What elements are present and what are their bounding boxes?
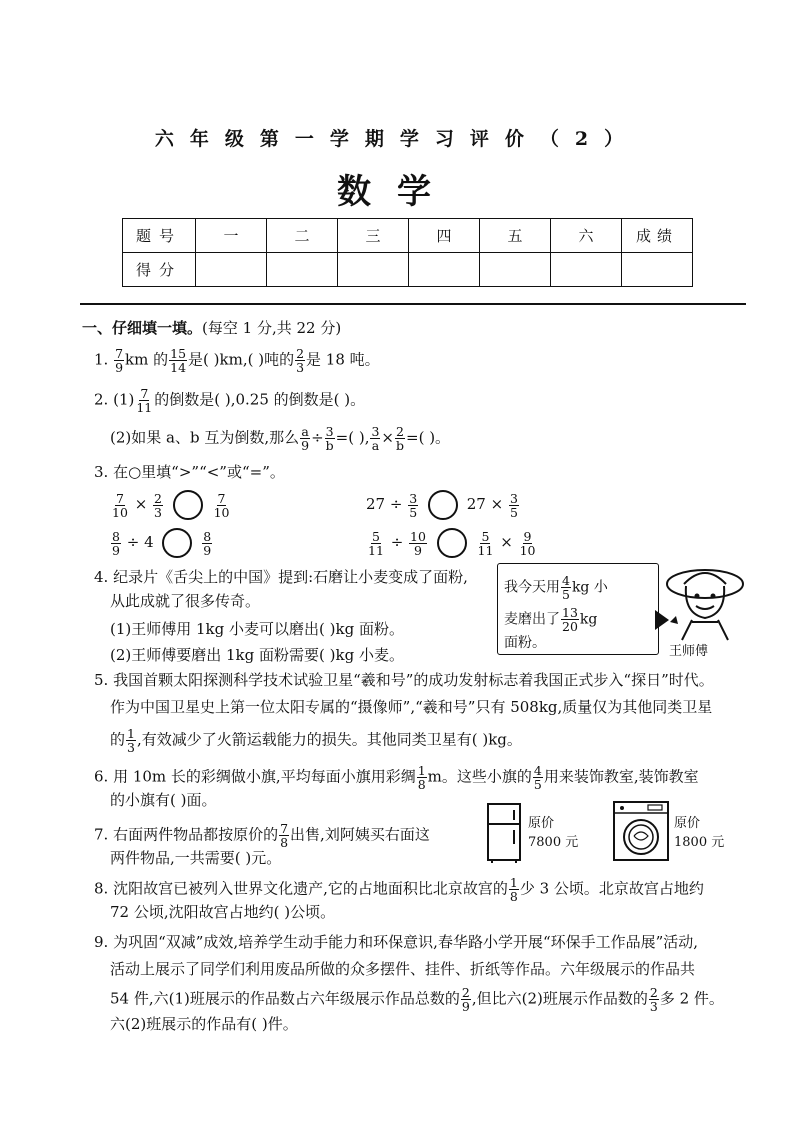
washer-price: 1800 元 bbox=[674, 835, 725, 850]
score-cell: 题号 bbox=[123, 219, 196, 253]
question-5-line-3: 的 $\frac{1}{3}$ ,有效减少了火箭运载能力的损失。其他同类卫星有( )kg。 bbox=[110, 726, 522, 755]
question-9-line-4: 六(2)班展示的作品有( )件。 bbox=[110, 1015, 298, 1033]
character-name: 王师傅 bbox=[669, 644, 709, 659]
wang-shifu-cartoon-icon bbox=[662, 562, 748, 642]
score-input-cell[interactable] bbox=[338, 253, 409, 287]
operator: × bbox=[381, 428, 394, 447]
question-text: 的倒数是( ),0.25 的倒数是( )。 bbox=[154, 390, 366, 409]
score-cell: 六 bbox=[551, 219, 622, 253]
fraction: $\frac{a}{9}$ bbox=[301, 424, 310, 453]
question-text: (1) bbox=[113, 390, 135, 409]
score-cell: 四 bbox=[409, 219, 480, 253]
score-input-cell[interactable] bbox=[551, 253, 622, 287]
score-cell: 得分 bbox=[123, 253, 196, 287]
score-input-cell[interactable] bbox=[480, 253, 551, 287]
question-8-line-1: 8. 沈阳故宫已被列入世界文化遗产,它的占地面积比北京故宫的 $\frac{1}{8}$ 少 3 公顷。北京故宫占地约 bbox=[94, 875, 704, 904]
page-title: 六年级第一学期学习评价（2） bbox=[154, 128, 640, 150]
answer-circle[interactable] bbox=[428, 490, 458, 520]
question-2-part-1 bbox=[94, 387, 365, 414]
score-cell: 一 bbox=[196, 219, 267, 253]
question-4-line-1: 4. 纪录片《舌尖上的中国》提到:石磨让小麦变成了面粉, bbox=[94, 568, 468, 586]
section-title: 一、仔细填一填。 bbox=[82, 319, 203, 337]
answer-circle[interactable] bbox=[437, 528, 467, 558]
compare-expression-3: $\frac{8}{9}$ ÷ 4 $\frac{8}{9}$ bbox=[112, 528, 212, 558]
fraction: $\frac{7}{9}$ bbox=[115, 346, 124, 375]
fridge-price-label: 原价 bbox=[528, 816, 555, 831]
fridge-price: 7800 元 bbox=[528, 835, 579, 850]
question-9-line-1: 9. 为巩固“双减”成效,培养学生动手能力和环保意识,春华路小学开展“环保手工作品展”活动, bbox=[94, 933, 699, 951]
question-2-part-2 bbox=[110, 425, 450, 452]
question-text: 是 18 吨。 bbox=[306, 350, 380, 369]
question-9-line-2: 活动上展示了同学们利用废品所做的众多摆件、挂件、折纸等作品。六年级展示的作品共 bbox=[110, 960, 696, 978]
score-cell: 五 bbox=[480, 219, 551, 253]
score-input-cell[interactable] bbox=[196, 253, 267, 287]
fraction: $\frac{2}{3}$ bbox=[296, 346, 305, 375]
question-text: km 的 bbox=[125, 350, 169, 369]
question-text: =( )。 bbox=[406, 428, 451, 447]
question-7-line-1: 7. 右面两件物品都按原价的 $\frac{7}{8}$ 出售,刘阿姨买右面这 bbox=[94, 821, 430, 850]
refrigerator-icon bbox=[486, 802, 522, 864]
question-5-line-2: 作为中国卫星史上第一位太阳专属的“摄像师”,“羲和号”只有 508kg,质量仅为其他同类卫星 bbox=[110, 698, 713, 716]
score-input-cell[interactable] bbox=[409, 253, 480, 287]
question-8-line-2: 72 公顷,沈阳故宫占地约( )公顷。 bbox=[110, 903, 336, 921]
bubble-line-3: 面粉。 bbox=[504, 635, 546, 651]
fraction: $\frac{3}{b}$ bbox=[325, 424, 334, 453]
section-heading bbox=[82, 318, 341, 338]
question-number: 1. bbox=[94, 350, 109, 369]
operator: ÷ bbox=[311, 428, 324, 447]
score-cell: 成绩 bbox=[622, 219, 693, 253]
compare-expression-1: $\frac{7}{10}$ × $\frac{2}{3}$ $\frac{7}{10}$ bbox=[112, 490, 230, 520]
fraction: $\frac{7}{11}$ bbox=[136, 386, 153, 415]
answer-circle[interactable] bbox=[173, 490, 203, 520]
question-text: (2)如果 a、b 互为倒数,那么 bbox=[110, 428, 300, 447]
score-cell: 二 bbox=[267, 219, 338, 253]
question-4-line-4: (2)王师傅要磨出 1kg 面粉需要( )kg 小麦。 bbox=[110, 646, 404, 664]
question-text: 是( )km,( )吨的 bbox=[188, 350, 295, 369]
fraction: $\frac{15}{14}$ bbox=[170, 346, 187, 375]
washing-machine-icon bbox=[612, 800, 670, 862]
score-table bbox=[122, 218, 693, 287]
question-7-line-2: 两件物品,一共需要( )元。 bbox=[110, 849, 282, 867]
answer-circle[interactable] bbox=[162, 528, 192, 558]
fraction: $\frac{3}{a}$ bbox=[371, 424, 380, 453]
bubble-line-2: 麦磨出了 $\frac{13}{20}$ kg bbox=[504, 605, 598, 634]
fraction: $\frac{2}{b}$ bbox=[396, 424, 405, 453]
compare-expression-2: 27 ÷ $\frac{3}{5}$ 27 × $\frac{3}{5}$ bbox=[366, 490, 518, 520]
compare-expression-4: $\frac{5}{11}$ ÷ $\frac{10}{9}$ $\frac{5}{11}$ × $\frac{9}{10}$ bbox=[368, 528, 536, 558]
score-input-cell[interactable] bbox=[622, 253, 693, 287]
question-6-line-2: 的小旗有( )面。 bbox=[110, 791, 217, 809]
question-1 bbox=[94, 347, 380, 374]
question-5-line-1: 5. 我国首颗太阳探测科学技术试验卫星“羲和号”的成功发射标志着我国正式步入“探日”时代。 bbox=[94, 671, 714, 689]
score-input-cell[interactable] bbox=[267, 253, 338, 287]
washer-price-label: 原价 bbox=[674, 816, 701, 831]
question-text: =( ), bbox=[335, 428, 370, 447]
question-4-line-3: (1)王师傅用 1kg 小麦可以磨出( )kg 面粉。 bbox=[110, 620, 404, 638]
question-6-line-1: 6. 用 10m 长的彩绸做小旗,平均每面小旗用彩绸 $\frac{1}{8}$ m。这些小旗的 $\frac{4}{5}$ 用来装饰教室,装饰教室 bbox=[94, 763, 699, 792]
section-note: (每空 1 分,共 22 分) bbox=[202, 319, 342, 337]
question-3-intro: 3. 在○里填“>”“<”或“=”。 bbox=[94, 463, 285, 481]
subject-title: 数学 bbox=[337, 172, 457, 212]
score-table-score-row bbox=[123, 253, 693, 287]
score-table-header-row bbox=[123, 219, 693, 253]
question-4-line-2: 从此成就了很多传奇。 bbox=[110, 592, 261, 610]
bubble-line-1: 我今天用 $\frac{4}{5}$ kg 小 bbox=[504, 573, 608, 602]
question-9-line-3: 54 件,六(1)班展示的作品数占六年级展示作品总数的 $\frac{2}{9}$ ,但比六(2)班展示作品数的 $\frac{2}{3}$ 多 2 件。 bbox=[110, 985, 724, 1014]
question-number: 2. bbox=[94, 390, 109, 409]
divider bbox=[80, 303, 746, 305]
score-cell: 三 bbox=[338, 219, 409, 253]
